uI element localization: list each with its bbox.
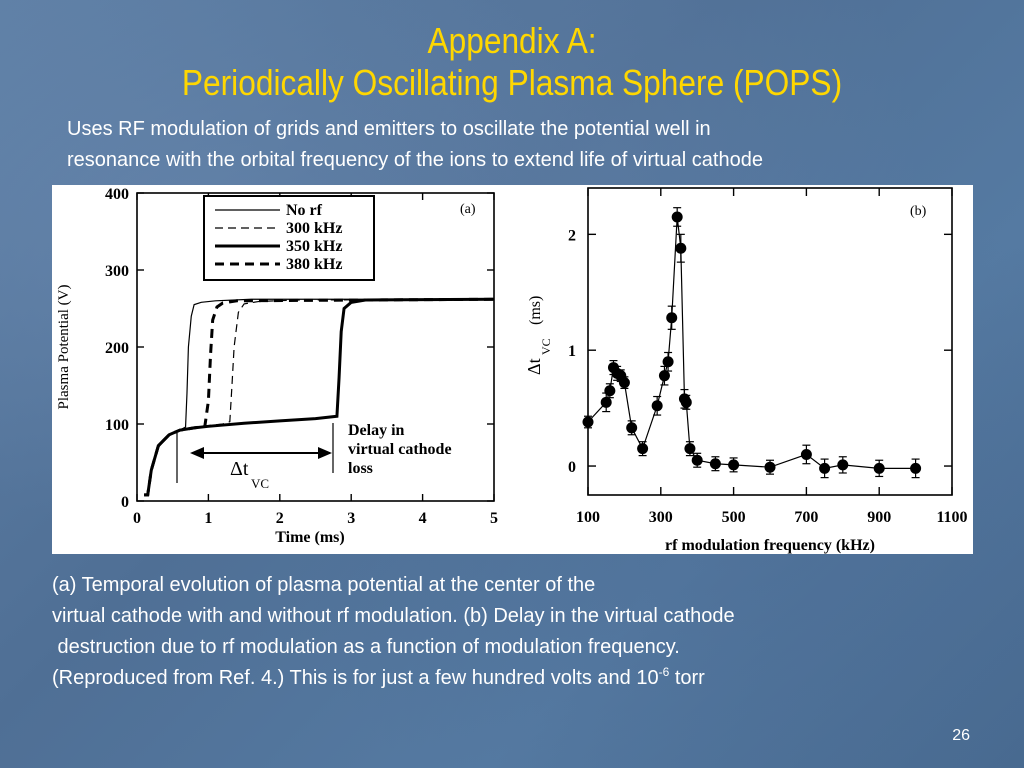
title-line-1: Appendix A: (427, 20, 597, 61)
chart-a (56, 186, 498, 546)
chart-b-data-point (910, 463, 921, 474)
delay-text-1: Delay in (348, 422, 405, 439)
chart-b-ylabel-unit: (ms) (527, 295, 544, 325)
chart-b-xtick-label: 100 (576, 509, 600, 526)
chart-b-ytick-label: 1 (568, 343, 576, 361)
delay-text-3: loss (348, 460, 373, 477)
caption-line-4-text: (Reproduced from Ref. 4.) This is for just a few hundred volts and 10 (52, 667, 659, 689)
chart-b-data-point (583, 417, 594, 428)
page-number: 26 (952, 727, 970, 744)
chart-a-legend-label: No rf (286, 202, 322, 219)
chart-a-ytick-label: 400 (105, 186, 129, 203)
chart-b-data-point (601, 397, 612, 408)
chart-a-series-line (144, 299, 494, 495)
chart-b-data-point (710, 458, 721, 469)
chart-a-ytick-label: 300 (105, 263, 129, 280)
chart-a-xtick-label: 1 (204, 510, 213, 527)
delay-symbol: Δt (230, 458, 249, 480)
chart-a-series-line (144, 299, 494, 495)
chart-b-ylabel-sub: VC (539, 338, 553, 355)
chart-b-ytick-label: 0 (568, 459, 576, 477)
chart-a-ylabel: Plasma Potential (V) (56, 284, 72, 410)
chart-b-data-point (675, 243, 686, 254)
caption-line-3: destruction due to rf modulation as a function of modulation frequency. (52, 636, 680, 658)
chart-a-series-line (144, 299, 494, 495)
subtitle-line-2: resonance with the orbital frequency of the ions to extend life of virtual cathode (67, 149, 763, 171)
chart-b-ylabel-main: Δt (524, 358, 544, 375)
chart-a-xtick-label: 2 (275, 510, 284, 527)
caption-line-2: virtual cathode with and without rf modulation. (b) Delay in the virtual cathode (52, 605, 735, 627)
delay-arrow-head-right (318, 447, 332, 459)
subtitle-line-1: Uses RF modulation of grids and emitters to oscillate the potential well in (67, 118, 711, 140)
chart-a-ytick-label: 200 (105, 340, 129, 357)
chart-b-data-point (874, 463, 885, 474)
slide-title (61, 20, 962, 104)
chart-a-xtick-label: 0 (133, 510, 141, 527)
chart-b-data-point (728, 459, 739, 470)
figure-svg (52, 185, 973, 554)
subtitle (67, 114, 997, 176)
chart-b-data-point (684, 443, 695, 454)
chart-b-data-point (765, 462, 776, 473)
caption-line-4 (52, 663, 982, 694)
chart-a-legend-label: 350 kHz (286, 238, 343, 255)
chart-b-data-point (681, 397, 692, 408)
chart-b-data-point (801, 449, 812, 460)
chart-a-series-line (144, 299, 494, 495)
chart-a-series (144, 299, 494, 495)
chart-b-panel-label: (b) (910, 204, 927, 219)
title-line-2: Periodically Oscillating Plasma Sphere (POPS) (181, 62, 843, 103)
chart-a-xtick-label: 4 (418, 510, 427, 527)
chart-b-data-point (637, 443, 648, 454)
chart-b-data-point (604, 385, 615, 396)
chart-b-data-point (659, 370, 670, 381)
chart-b-xtick-label: 1100 (936, 509, 968, 526)
chart-b-data-point (666, 312, 677, 323)
chart-b-data-point (619, 377, 630, 388)
chart-b-data-point (672, 211, 683, 222)
chart-a-xtick-label: 5 (490, 510, 498, 527)
chart-a-ytick-label: 0 (121, 494, 129, 511)
delay-subscript: VC (251, 476, 270, 491)
chart-b-xtick-label: 500 (721, 509, 746, 526)
chart-a-xtick-label: 3 (347, 510, 356, 527)
figure-caption (52, 570, 982, 694)
chart-b-data-point (626, 422, 637, 433)
chart-b (524, 188, 968, 554)
caption-exponent: -6 (658, 665, 670, 679)
chart-a-legend-label: 380 kHz (286, 256, 343, 273)
caption-line-1: (a) Temporal evolution of plasma potential at the center of the (52, 574, 596, 596)
chart-b-ylabel (524, 296, 553, 375)
delay-text-2: virtual cathode (348, 441, 452, 458)
chart-b-series-line (588, 217, 916, 468)
chart-b-data-point (663, 356, 674, 367)
chart-a-xlabel: Time (ms) (275, 529, 345, 546)
chart-b-xlabel: rf modulation frequency (kHz) (665, 537, 875, 554)
chart-b-data-point (652, 400, 663, 411)
chart-a-legend-label: 300 kHz (286, 220, 343, 237)
chart-b-xtick-label: 900 (867, 509, 892, 526)
caption-line-4-unit: torr (669, 667, 705, 689)
delay-arrow-head-left (190, 447, 204, 459)
chart-b-data-point (819, 463, 830, 474)
chart-b-data-point (692, 455, 703, 466)
chart-b-ticks (568, 188, 968, 526)
chart-b-xtick-label: 300 (648, 509, 673, 526)
figure-panel (52, 185, 973, 554)
chart-b-series (583, 208, 922, 478)
chart-a-ytick-label: 100 (105, 417, 129, 434)
chart-a-panel-label: (a) (460, 202, 476, 217)
chart-b-data-point (837, 459, 848, 470)
chart-b-xtick-label: 700 (794, 509, 819, 526)
chart-b-ytick-label: 2 (568, 227, 576, 245)
